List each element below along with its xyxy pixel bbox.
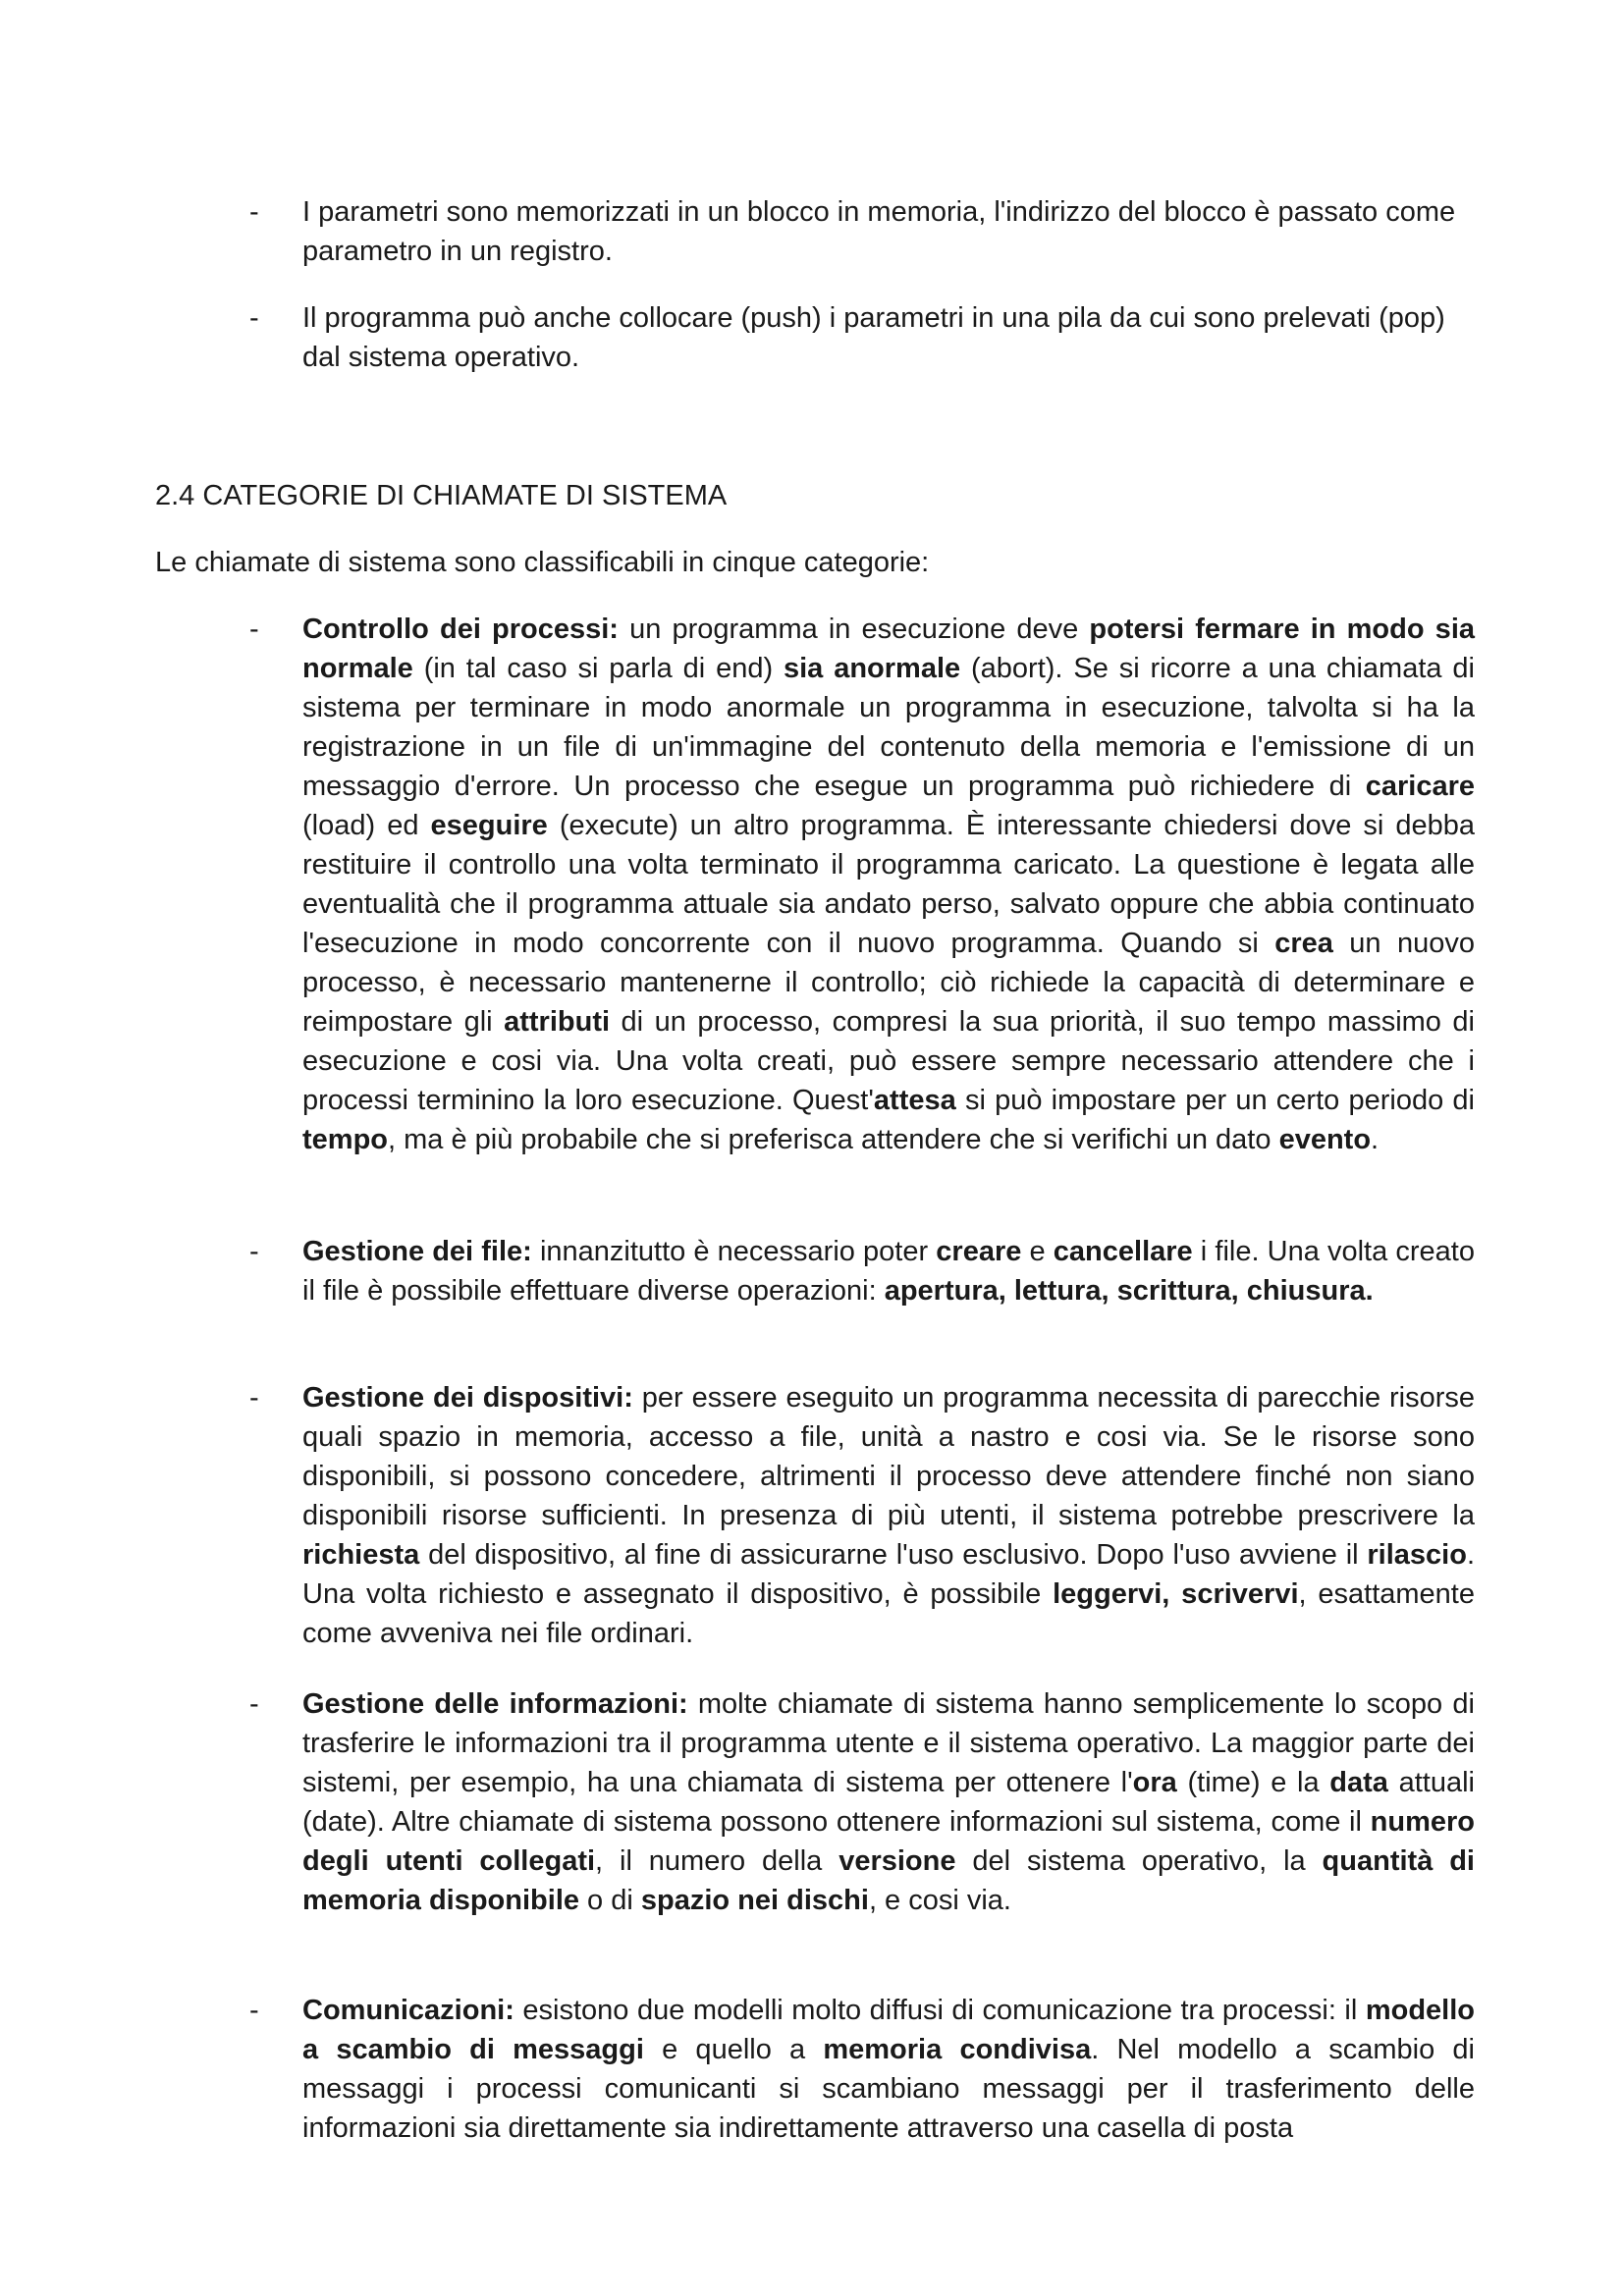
text-run: e quello a (643, 2034, 824, 2065)
bold-term: Comunicazioni: (302, 1995, 514, 2026)
bold-term: Gestione delle informazioni: (302, 1688, 688, 1720)
text-run: e (1021, 1236, 1054, 1267)
text-run: si può impostare per un certo periodo di (955, 1085, 1475, 1116)
text-run: innanzitutto è necessario poter (531, 1236, 937, 1267)
section-heading: 2.4 CATEGORIE DI CHIAMATE DI SISTEMA (155, 480, 728, 511)
bullet-dash: - (249, 1995, 259, 2026)
text-run: i file. Una volta creato il file è possibile effettuare diverse operazioni: (302, 1236, 1475, 1307)
bold-term: modello a scambio di messaggi (302, 1995, 1475, 2065)
bold-term: attributi (504, 1006, 611, 1038)
text-run: , il numero della (595, 1845, 839, 1877)
text-run: , ma è più probabile che si preferisca attendere che si verifichi un dato (388, 1124, 1279, 1155)
category-text (302, 610, 1475, 1159)
bold-term: tempo (302, 1124, 388, 1155)
text-run: , e cosi via. (868, 1885, 1011, 1916)
bullet-dash: - (249, 196, 259, 228)
bold-term: eseguire (430, 810, 548, 841)
text-run: per essere eseguito un programma necessita di parecchie risorse quali spazio in memoria, accesso a file, unità a nastro e cosi via. Se le risorse sono disponibili, si possono concedere, altrimenti il processo deve attendere finché non siano disponibili risorse sufficienti. In presenza di più utenti, il sistema potrebbe prescrivere la (302, 1382, 1476, 1531)
bullet-dash: - (249, 614, 259, 645)
list-item-text: I parametri sono memorizzati in un blocco in memoria, l'indirizzo del blocco è passato come parametro in un registro. (302, 196, 1456, 267)
bold-term: potersi fermare in modo sia normale (302, 614, 1475, 684)
text-run: (in tal caso si parla di end) (412, 653, 784, 684)
section-intro: Le chiamate di sistema sono classificabili in cinque categorie: (155, 547, 930, 578)
bold-term: versione (839, 1845, 956, 1877)
text-run: attuali (date). Altre chiamate di sistema possono ottenere informazioni sul sistema, come il (302, 1767, 1475, 1838)
bold-term: Gestione dei dispositivi: (302, 1382, 633, 1414)
text-run: o di (579, 1885, 641, 1916)
bold-term: data (1329, 1767, 1388, 1798)
text-run: un nuovo processo, è necessario mantenerne il controllo; ciò richiede la capacità di determinare e reimpostare gli (302, 928, 1475, 1038)
category-text (302, 1378, 1475, 1653)
bold-term: spazio nei dischi (640, 1885, 869, 1916)
bold-term: cancellare (1053, 1236, 1193, 1267)
bold-term: Controllo dei processi: (302, 614, 619, 645)
text-run: (load) ed (302, 810, 431, 841)
text-run: molte chiamate di sistema hanno semplicemente lo scopo di trasferire le informazioni tra il programma utente e il sistema operativo. La maggior parte dei sistemi, per esempio, ha una chiamata di sistema per ottenere l' (302, 1688, 1475, 1798)
text-run: (abort). Se si ricorre a una chiamata di sistema per terminare in modo anormale un programma in esecuzione, talvolta si ha la registrazione in un file di un'immagine del contenuto della memoria e l'emissione di un messaggio d'errore. Un processo che esegue un programma può richiedere di (302, 653, 1475, 802)
bold-term: apertura, lettura, scrittura, chiusura. (884, 1275, 1374, 1307)
bold-term: Gestione dei file: (302, 1236, 532, 1267)
bold-term: memoria condivisa (823, 2034, 1092, 2065)
list-item-text: Il programma può anche collocare (push) i parametri in una pila da cui sono prelevati (pop) dal sistema operativo. (302, 302, 1445, 373)
bullet-dash: - (249, 302, 259, 334)
bullet-dash: - (249, 1236, 259, 1267)
text-run: esistono due modelli molto diffusi di comunicazione tra processi: il (514, 1995, 1366, 2026)
bold-term: crea (1274, 928, 1333, 959)
bold-term: richiesta (302, 1539, 420, 1571)
text-run: (execute) un altro programma. È interessante chiedersi dove si debba restituire il controllo una volta terminato il programma caricato. La questione è legata alle eventualità che il programma attuale sia andato perso, salvato oppure che abbia continuato l'esecuzione in modo concorrente con il nuovo programma. Quando si (302, 810, 1476, 959)
bold-term: creare (936, 1236, 1022, 1267)
bullet-dash: - (249, 1688, 259, 1720)
category-text (302, 1684, 1475, 1920)
text-run: (time) e la (1176, 1767, 1330, 1798)
text-run: . Una volta richiesto e assegnato il dispositivo, è possibile (302, 1539, 1475, 1610)
bold-term: ora (1132, 1767, 1177, 1798)
category-text (302, 1232, 1475, 1310)
text-run: . (1371, 1124, 1380, 1155)
bold-term: quantità di memoria disponibile (302, 1845, 1475, 1916)
category-text (302, 1991, 1475, 2148)
text-run: del sistema operativo, la (955, 1845, 1323, 1877)
bold-term: caricare (1365, 771, 1475, 802)
text-run: , esattamente come avveniva nei file ordinari. (302, 1578, 1475, 1649)
bold-term: numero degli utenti collegati (302, 1806, 1475, 1877)
bold-term: attesa (873, 1085, 956, 1116)
bold-term: leggervi, scrivervi (1053, 1578, 1299, 1610)
text-run: del dispositivo, al fine di assicurarne l'uso esclusivo. Dopo l'uso avviene il (419, 1539, 1368, 1571)
bold-term: sia anormale (784, 653, 961, 684)
bold-term: evento (1278, 1124, 1372, 1155)
text-run: di un processo, compresi la sua priorità, il suo tempo massimo di esecuzione e cosi via. Una volta creati, può essere sempre necessario attendere che i processi terminino la loro esecuzione. Quest' (302, 1006, 1475, 1116)
bold-term: rilascio (1367, 1539, 1467, 1571)
bullet-dash: - (249, 1382, 259, 1414)
text-run: . Nel modello a scambio di messaggi i processi comunicanti si scambiano messaggi per il trasferimento delle informazioni sia direttamente sia indirettamente attraverso una casella di posta (302, 2034, 1475, 2144)
text-run: un programma in esecuzione deve (618, 614, 1090, 645)
